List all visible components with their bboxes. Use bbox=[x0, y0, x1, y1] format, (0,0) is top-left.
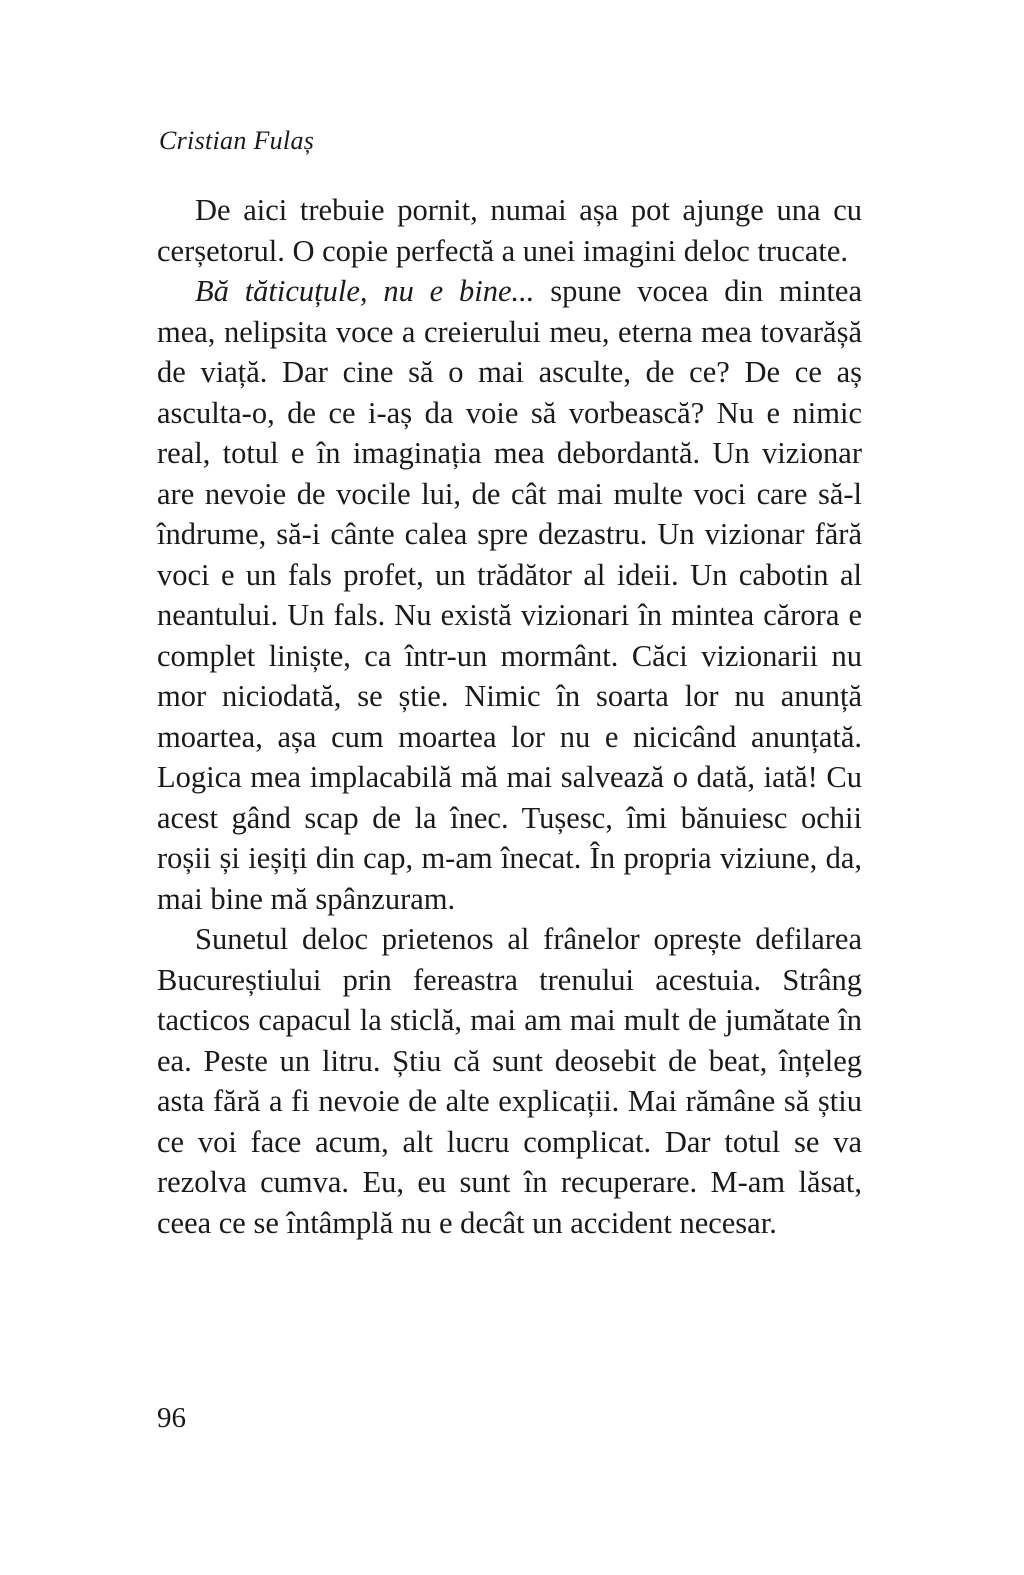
paragraph-2 bbox=[157, 271, 862, 919]
paragraph-2-italic-quote: Bă tăticuțule, nu e bine... bbox=[195, 274, 535, 308]
paragraph-1 bbox=[157, 190, 862, 271]
paragraph-2-text: spune vocea din mintea mea, nelipsita voce a creierului meu, eterna mea tovarășă de viață. Dar cine să o mai asculte, de ce? De ce aș asculta-o, de ce i-aș da voie să vorbească? Nu e nimic real, totul e în imaginația mea debordantă. Un vizionar are nevoie de vocile lui, de cât mai multe voci care să-l îndrume, să-i cânte calea spre dezastru. Un vizionar fără voci e un fals profet, un trădător al ideii. Un cabotin al neantului. Un fals. Nu există vizionari în mintea cărora e complet liniște, ca într-un mormânt. Căci vizionarii nu mor niciodată, se știe. Nimic în soarta lor nu anunță moartea, așa cum moartea lor nu e nicicând anunțată. Logica mea implacabilă mă mai salvează o dată, iată! Cu acest gând scap de la înec. Tușesc, îmi bănuiesc ochii roșii și ieșiți din cap, m-am înecat. În propria viziune, da, mai bine mă spânzuram. bbox=[157, 274, 862, 916]
paragraph-3 bbox=[157, 919, 862, 1243]
running-head-author: Cristian Fulaș bbox=[159, 126, 315, 155]
body-text bbox=[157, 190, 862, 1243]
page-number: 96 bbox=[157, 1402, 186, 1434]
book-page bbox=[157, 0, 862, 1575]
paragraph-3-text: Sunetul deloc prietenos al frânelor oprește defilarea Bucureștiului prin fereastra trenului acestuia. Strâng tacticos capacul la sticlă, mai am mai mult de jumătate în ea. Peste un litru. Știu că sunt deosebit de beat, înțeleg asta fără a fi nevoie de alte explicații. Mai rămâne să știu ce voi face acum, alt lucru complicat. Dar totul se va rezolva cumva. Eu, eu sunt în recuperare. M-am lăsat, ceea ce se întâmplă nu e decât un accident necesar. bbox=[157, 922, 862, 1240]
paragraph-1-text: De aici trebuie pornit, numai așa pot ajunge una cu cerșetorul. O copie perfectă a unei imagini deloc trucate. bbox=[157, 193, 862, 268]
